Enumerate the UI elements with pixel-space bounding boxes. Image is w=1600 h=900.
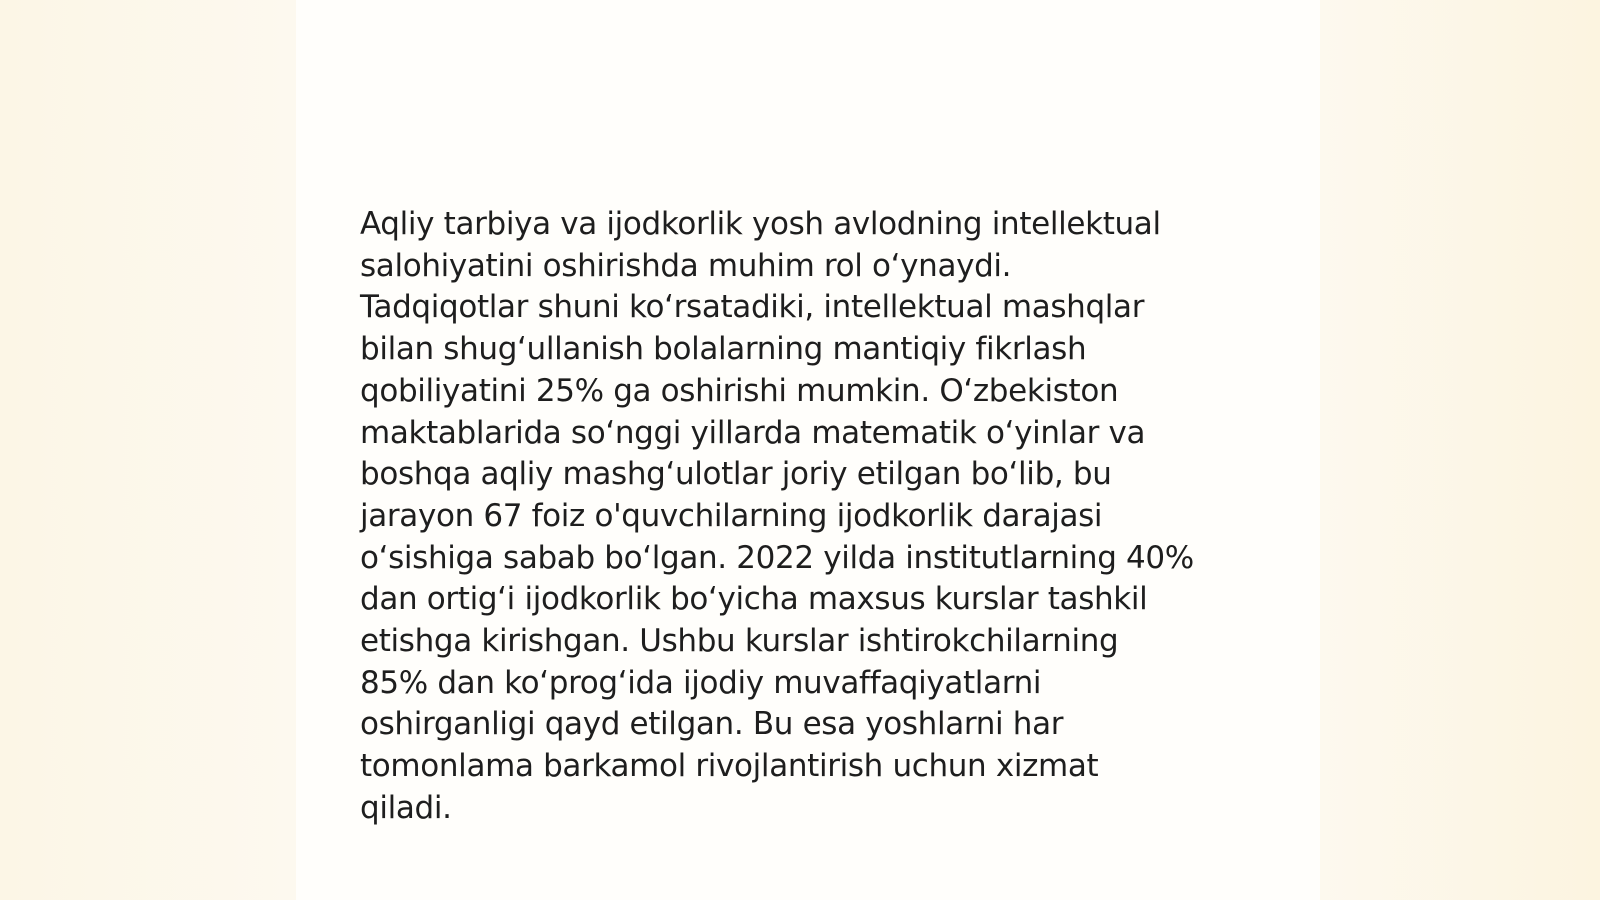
text-line: salohiyatini oshirishda muhim rol o‘ynaydi. — [360, 247, 1012, 284]
text-line: dan ortig‘i ijodkorlik bo‘yicha maxsus kurslar tashkil — [360, 581, 1148, 618]
text-line: o‘sishiga sabab bo‘lgan. 2022 yilda institutlarning 40% — [360, 539, 1194, 576]
text-line: bilan shug‘ullanish bolalarning mantiqiy fikrlash — [360, 331, 1087, 368]
text-line: etishga kirishgan. Ushbu kurslar ishtirokchilarning — [360, 623, 1119, 660]
text-line: jarayon 67 foiz o'quvchilarning ijodkorlik darajasi — [360, 497, 1103, 534]
text-line: Tadqiqotlar shuni ko‘rsatadiki, intellektual mashqlar — [360, 289, 1145, 326]
document-page — [296, 0, 1320, 900]
body-paragraph — [360, 204, 1260, 830]
text-line: 85% dan ko‘prog‘ida ijodiy muvaffaqiyatlarni — [360, 664, 1042, 701]
text-line: oshirganligi qayd etilgan. Bu esa yoshlarni har — [360, 706, 1064, 743]
text-line: tomonlama barkamol rivojlantirish uchun xizmat — [360, 748, 1099, 785]
text-line: qiladi. — [360, 789, 452, 826]
text-line: boshqa aqliy mashg‘ulotlar joriy etilgan bo‘lib, bu — [360, 456, 1112, 493]
text-line: qobiliyatini 25% ga oshirishi mumkin. O‘zbekiston — [360, 372, 1119, 409]
text-line: maktablarida so‘nggi yillarda matematik o‘yinlar va — [360, 414, 1146, 451]
text-line: Aqliy tarbiya va ijodkorlik yosh avlodning intellektual — [360, 206, 1161, 242]
